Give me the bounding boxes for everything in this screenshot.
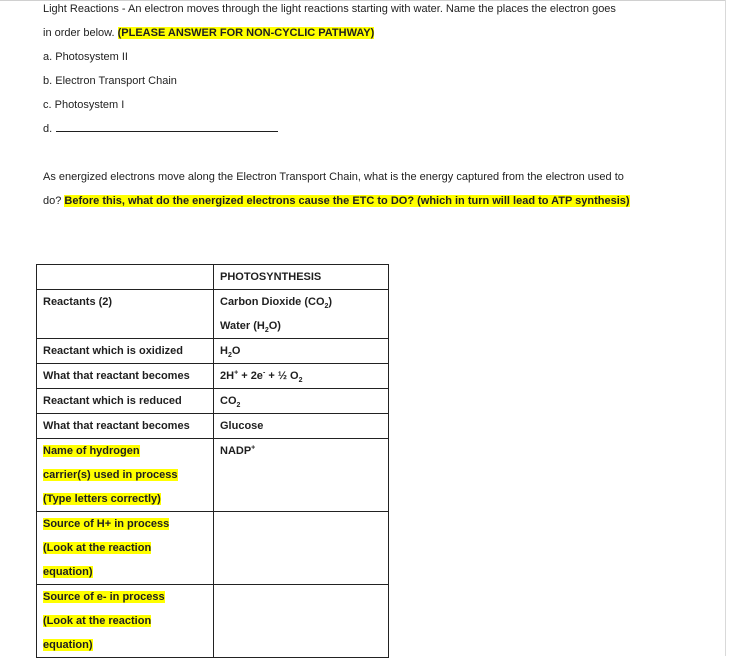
table-cell-value: Glucose bbox=[214, 414, 389, 439]
photosynthesis-table bbox=[36, 264, 389, 658]
page-right-border bbox=[725, 0, 726, 656]
question-1-line-1: Light Reactions - An electron moves through the light reactions starting with water. Name the places the electron goes bbox=[43, 3, 616, 15]
question-2-line-1: As energized electrons move along the Electron Transport Chain, what is the energy captured from the electron used to bbox=[43, 171, 624, 183]
question-1 bbox=[43, 0, 713, 45]
table-cell-label: Source of H+ in process (Look at the reaction equation) bbox=[37, 512, 214, 585]
table-header: PHOTOSYNTHESIS bbox=[214, 265, 389, 290]
option-c: c. Photosystem I bbox=[43, 99, 125, 111]
table-cell-label: Name of hydrogen carrier(s) used in process (Type letters correctly) bbox=[37, 439, 214, 512]
question-2-highlight: Before this, what do the energized electrons cause the ETC to DO? (which in turn will lead to ATP synthesis) bbox=[64, 195, 630, 207]
table-cell-empty-answer[interactable] bbox=[214, 585, 389, 658]
table-cell-label: Reactants (2) bbox=[37, 290, 214, 339]
table-cell-value: $H_2O$ bbox=[214, 339, 389, 364]
table-row bbox=[37, 585, 389, 658]
table-cell-label: Reactant which is reduced bbox=[37, 389, 214, 414]
table-cell-value: $CO_2$ bbox=[214, 389, 389, 414]
question-1-highlight: (PLEASE ANSWER FOR NON-CYCLIC PATHWAY) bbox=[117, 27, 375, 39]
answer-blank-line[interactable] bbox=[56, 118, 278, 132]
table-cell-label: Source of e- in process (Look at the reaction equation) bbox=[37, 585, 214, 658]
table-row bbox=[37, 265, 389, 290]
table-cell-value: 2H+ + 2e- + ½ $O_2$ bbox=[214, 364, 389, 389]
table-cell-label: What that reactant becomes bbox=[37, 414, 214, 439]
table-cell-empty bbox=[37, 265, 214, 290]
question-2 bbox=[43, 165, 713, 213]
option-a: a. Photosystem II bbox=[43, 51, 128, 63]
table-row bbox=[37, 512, 389, 585]
table-cell-value: Carbon Dioxide $(CO_2)$ Water $(H_2O)$ bbox=[214, 290, 389, 339]
table-cell-label: Reactant which is oxidized bbox=[37, 339, 214, 364]
table-row bbox=[37, 290, 389, 339]
table-cell-label: What that reactant becomes bbox=[37, 364, 214, 389]
question-1-line-2: in order below. (PLEASE ANSWER FOR NON-CYCLIC PATHWAY) bbox=[43, 27, 375, 39]
option-b: b. Electron Transport Chain bbox=[43, 75, 177, 87]
table-cell-empty-answer[interactable] bbox=[214, 512, 389, 585]
table-row bbox=[37, 439, 389, 512]
table-row bbox=[37, 414, 389, 439]
question-2-line-2: do? Before this, what do the energized electrons cause the ETC to DO? (which in turn will lead to ATP synthesis) bbox=[43, 195, 630, 207]
table-row bbox=[37, 364, 389, 389]
table-cell-value: NADP+ bbox=[214, 439, 389, 512]
table-row bbox=[37, 389, 389, 414]
option-d: d. bbox=[43, 117, 278, 141]
table-row bbox=[37, 339, 389, 364]
